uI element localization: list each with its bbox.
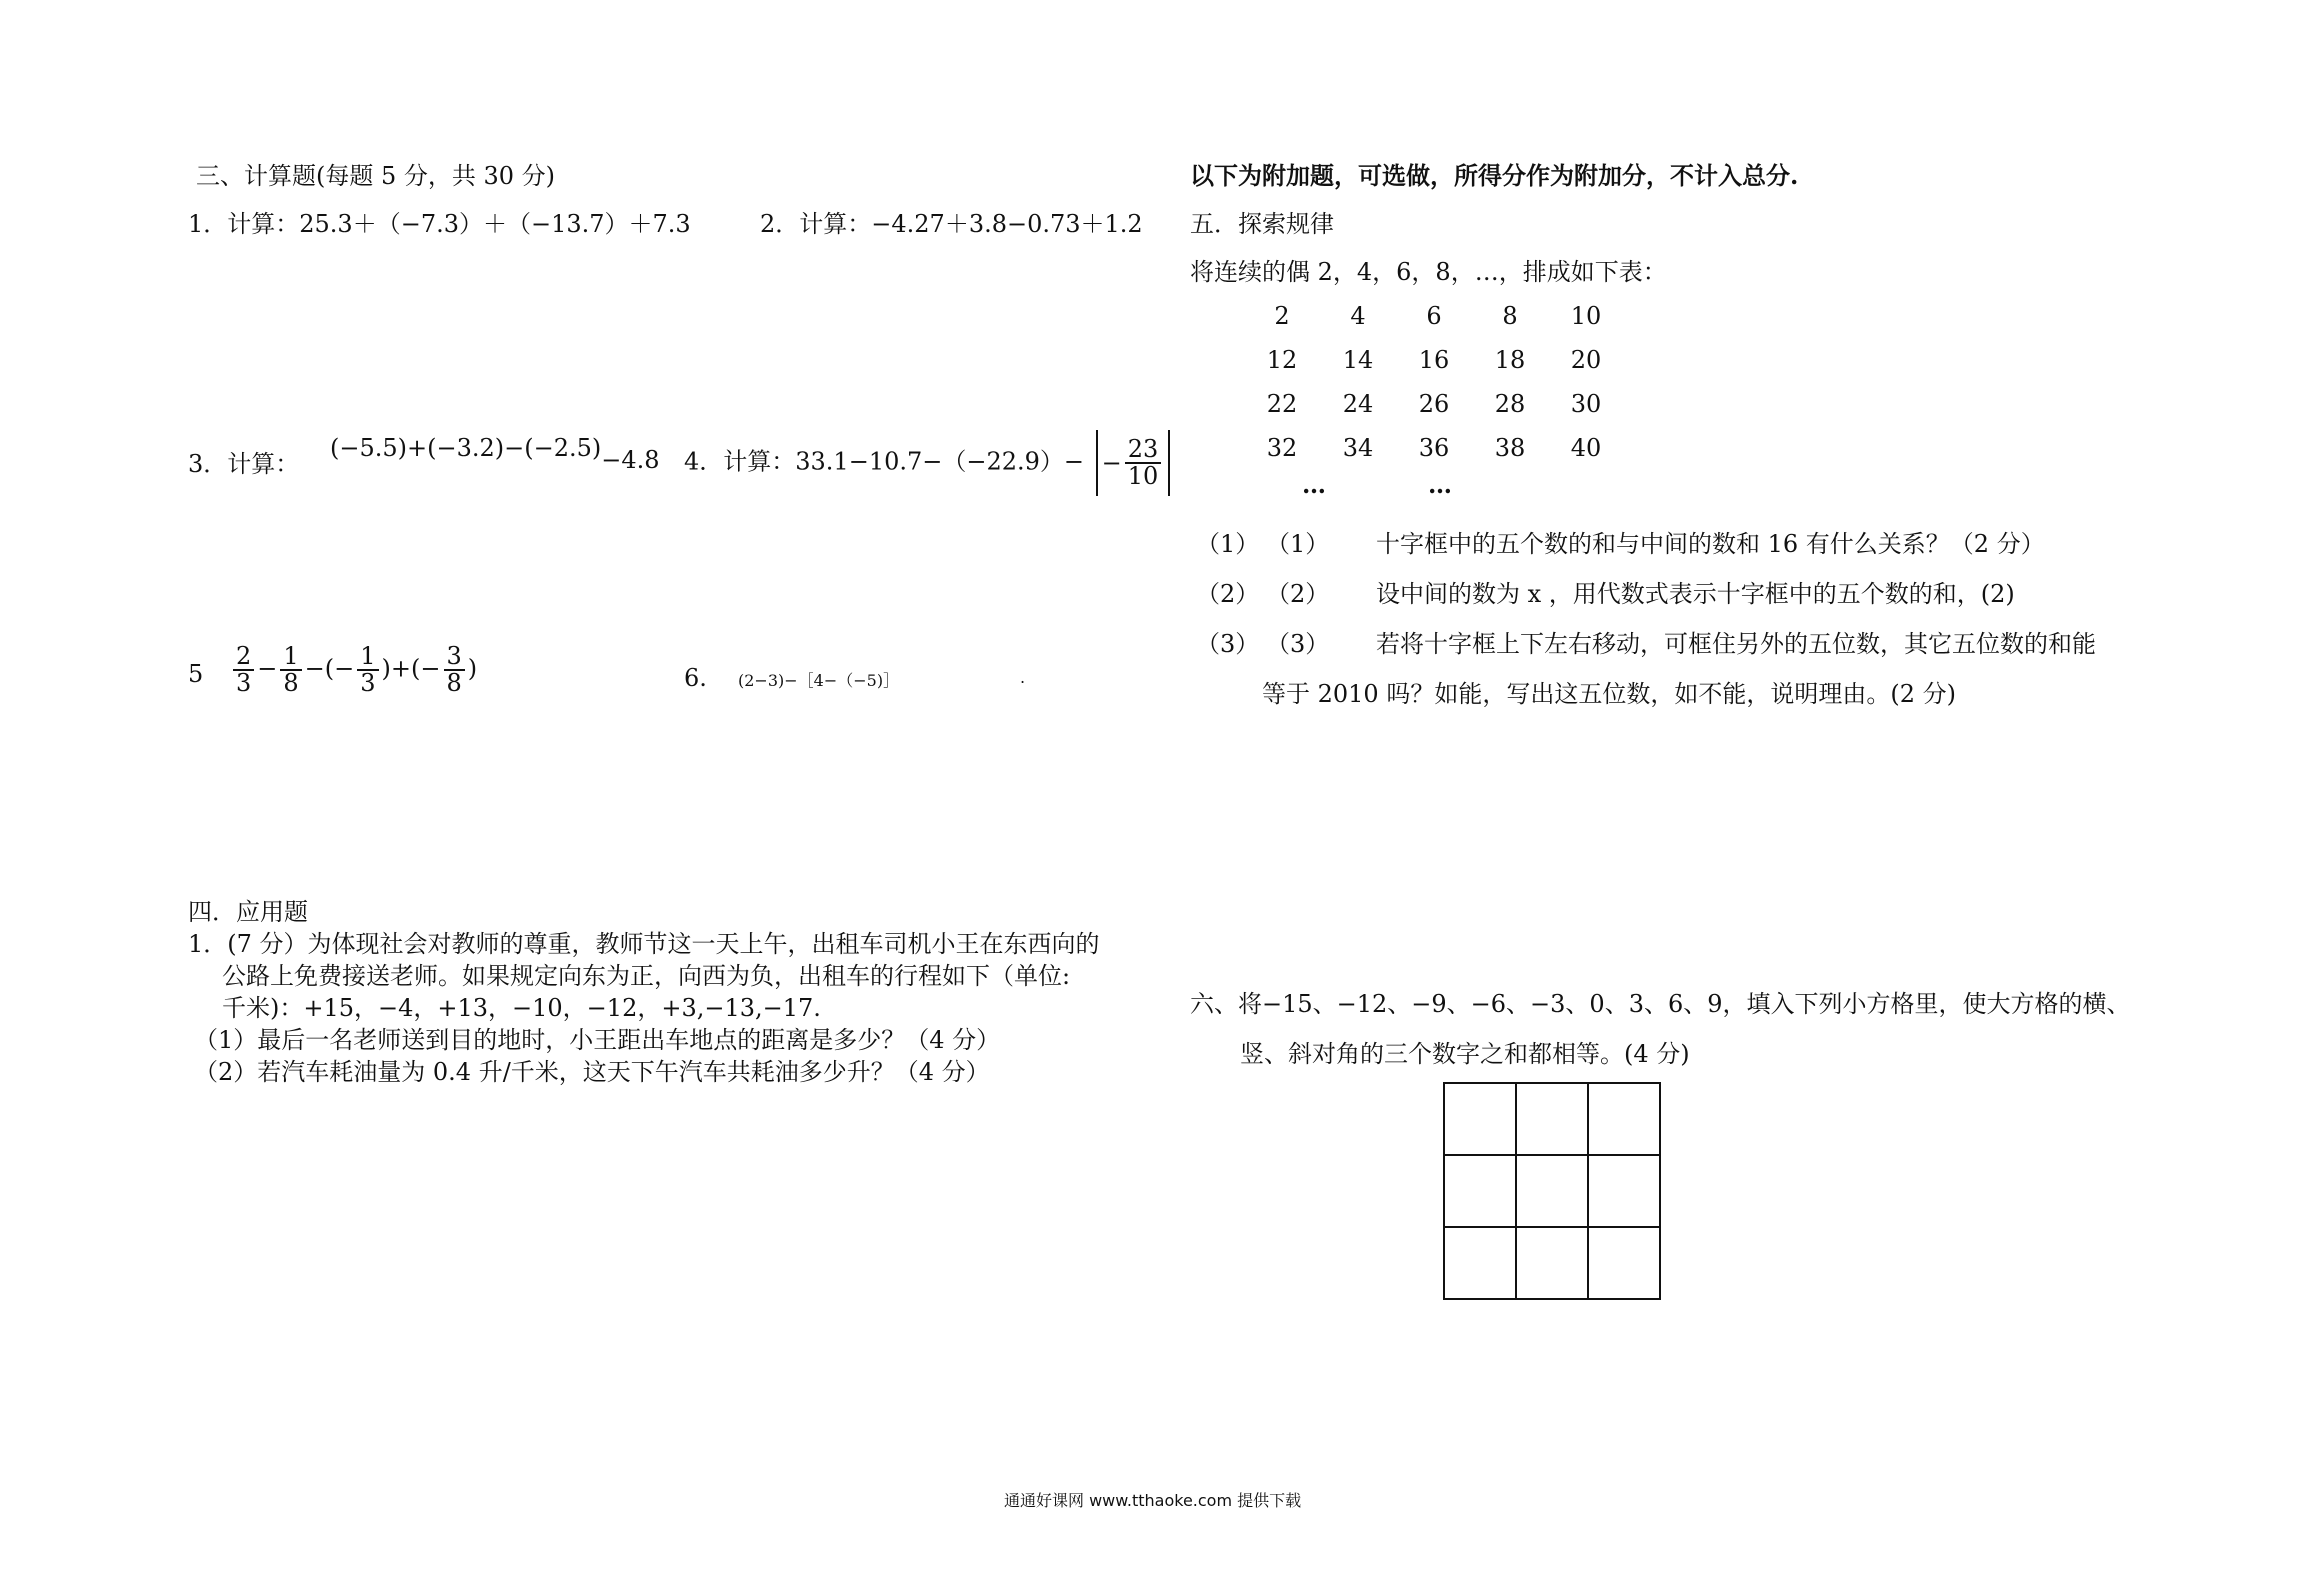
even-number-intro: 将连续的偶 2，4，6，8，…，排成如下表：	[1190, 258, 1667, 286]
sub-question-2-marker-b: （2）	[1266, 580, 1330, 608]
application-1-line-1: 1．(7 分）为体现社会对教师的尊重，教师节这一天上午，出租车司机小王在东西向的	[188, 930, 1100, 958]
question-6-label: 6.	[684, 664, 707, 692]
question-5-expression	[230, 644, 477, 696]
sub-question-1-marker-b: （1）	[1266, 530, 1330, 558]
grid-cell[interactable]	[1516, 1083, 1588, 1155]
section-3-title: 三、计算题(每题 5 分，共 30 分)	[196, 162, 556, 190]
q5-close: )	[467, 654, 478, 683]
section-4-title: 四．应用题	[188, 898, 308, 926]
table-cell: 30	[1570, 390, 1602, 418]
q4-fraction	[1125, 434, 1162, 490]
grid-cell[interactable]	[1588, 1155, 1660, 1227]
section-5-title: 五．探索规律	[1190, 210, 1334, 238]
q5-f4-num: 3	[444, 644, 465, 671]
q5-fraction-1	[233, 644, 254, 696]
application-1-line-3: 千米)：+15，−4，+13，−10，−12，+3,−13,−17.	[222, 994, 821, 1022]
q5-fraction-4	[444, 644, 465, 696]
grid-row	[1444, 1227, 1660, 1299]
application-1-line-2: 公路上免费接送老师。如果规定向东为正，向西为负，出租车的行程如下（单位:	[222, 962, 1071, 990]
question-5-label: 5	[188, 660, 204, 688]
sub-question-2-marker-a: （2）	[1196, 580, 1260, 608]
table-cell: 14	[1342, 346, 1374, 374]
q5-f1-num: 2	[233, 644, 254, 671]
q5-fraction-2	[280, 644, 301, 696]
question-6-dot: .	[1020, 668, 1026, 687]
table-cell: 28	[1494, 390, 1526, 418]
table-cell: 40	[1570, 434, 1602, 462]
q5-op1: −	[257, 654, 278, 683]
grid-cell[interactable]	[1516, 1227, 1588, 1299]
grid-cell[interactable]	[1444, 1155, 1516, 1227]
table-cell: 16	[1418, 346, 1450, 374]
section-6-line-2: 竖、斜对角的三个数字之和都相等。(4 分)	[1240, 1040, 1690, 1068]
q4-sign: −	[1101, 449, 1122, 477]
q3-term-b: (−3.2)	[427, 434, 505, 462]
grid-cell[interactable]	[1588, 1227, 1660, 1299]
table-cell: 26	[1418, 390, 1450, 418]
grid-cell[interactable]	[1588, 1083, 1660, 1155]
sub-question-3-marker-b: （3）	[1266, 630, 1330, 658]
sub-question-3-text: 若将十字框上下左右移动，可框住另外的五位数，其它五位数的和能	[1376, 630, 2096, 658]
table-cell: 10	[1570, 302, 1602, 330]
grid-cell[interactable]	[1444, 1083, 1516, 1155]
bonus-note: 以下为附加题，可选做，所得分作为附加分，不计入总分.	[1190, 161, 1799, 190]
table-cell: 36	[1418, 434, 1450, 462]
question-4	[684, 430, 1174, 496]
q5-f2-den: 8	[283, 669, 299, 698]
table-row	[1244, 294, 1624, 338]
q3-minus: −	[504, 434, 525, 462]
table-ellipsis-2: …	[1428, 470, 1452, 499]
table-cell: 2	[1274, 302, 1290, 330]
even-number-table	[1244, 294, 1624, 470]
q5-f1-den: 3	[236, 669, 252, 698]
q5-op2: −(−	[304, 654, 355, 683]
table-ellipsis-1: …	[1302, 470, 1326, 499]
question-3-label: 3．计算：	[188, 450, 300, 478]
sub-question-2-text: 设中间的数为 x ，用代数式表示十字框中的五个数的和，(2)	[1376, 580, 2015, 608]
table-cell: 22	[1266, 390, 1298, 418]
grid-row	[1444, 1083, 1660, 1155]
q5-fraction-3	[357, 644, 378, 696]
q5-f4-den: 8	[446, 669, 462, 698]
table-row	[1244, 426, 1624, 470]
table-cell: 32	[1266, 434, 1298, 462]
q3-term-c: (−2.5)	[524, 434, 602, 462]
table-cell: 18	[1494, 346, 1526, 374]
q3-term-a: (−5.5)	[330, 434, 408, 462]
question-2: 2．计算：−4.27＋3.8−0.73＋1.2	[760, 210, 1143, 238]
table-cell: 8	[1502, 302, 1518, 330]
question-3-expression	[330, 434, 660, 474]
application-1-sub-2: （2）若汽车耗油量为 0.4 升/千米，这天下午汽车共耗油多少升？（4 分）	[194, 1058, 990, 1086]
grid-cell[interactable]	[1516, 1155, 1588, 1227]
table-cell: 34	[1342, 434, 1374, 462]
question-1: 1．计算：25.3＋（−7.3）＋（−13.7）＋7.3	[188, 210, 691, 238]
q4-absolute-value	[1092, 430, 1175, 496]
application-1-sub-1: （1）最后一名老师送到目的地时，小王距出车地点的距离是多少？（4 分）	[194, 1026, 1001, 1054]
section-6-line-1: 六、将−15、−12、−9、−6、−3、0、3、6、9，填入下列小方格里，使大方格的横、	[1190, 990, 2131, 1018]
q4-denominator: 10	[1127, 462, 1159, 490]
sub-question-3-marker-a: （3）	[1196, 630, 1260, 658]
q5-f3-num: 1	[357, 644, 378, 671]
grid-cell[interactable]	[1444, 1227, 1516, 1299]
sub-question-3-text-continued: 等于 2010 吗？如能，写出这五位数，如不能，说明理由。(2 分)	[1262, 680, 1956, 708]
grid-row	[1444, 1155, 1660, 1227]
sub-question-1-text: 十字框中的五个数的和与中间的数和 16 有什么关系？（2 分）	[1376, 530, 2045, 558]
table-cell: 12	[1266, 346, 1298, 374]
q3-tail: −4.8	[601, 446, 660, 474]
magic-square-grid[interactable]	[1443, 1082, 1661, 1300]
sub-question-1-marker-a: （1）	[1196, 530, 1260, 558]
q4-label: 4．计算：33.1−10.7−（−22.9）−	[684, 447, 1085, 476]
table-cell: 4	[1350, 302, 1366, 330]
q5-f2-num: 1	[280, 644, 301, 671]
page-footer: 通通好课网 www.tthaoke.com 提供下载	[1004, 1491, 1302, 1510]
abs-bar-right	[1168, 430, 1170, 496]
table-cell: 20	[1570, 346, 1602, 374]
q3-plus: +	[407, 434, 428, 462]
q5-op3: )+(−	[381, 654, 441, 683]
q4-numerator: 23	[1125, 437, 1162, 464]
table-cell: 38	[1494, 434, 1526, 462]
table-row	[1244, 382, 1624, 426]
table-cell: 6	[1426, 302, 1442, 330]
table-row	[1244, 338, 1624, 382]
table-cell: 24	[1342, 390, 1374, 418]
q5-f3-den: 3	[360, 669, 376, 698]
abs-bar-left	[1096, 430, 1098, 496]
question-6-expression: (2−3)−［4−（−5)］	[738, 671, 900, 690]
